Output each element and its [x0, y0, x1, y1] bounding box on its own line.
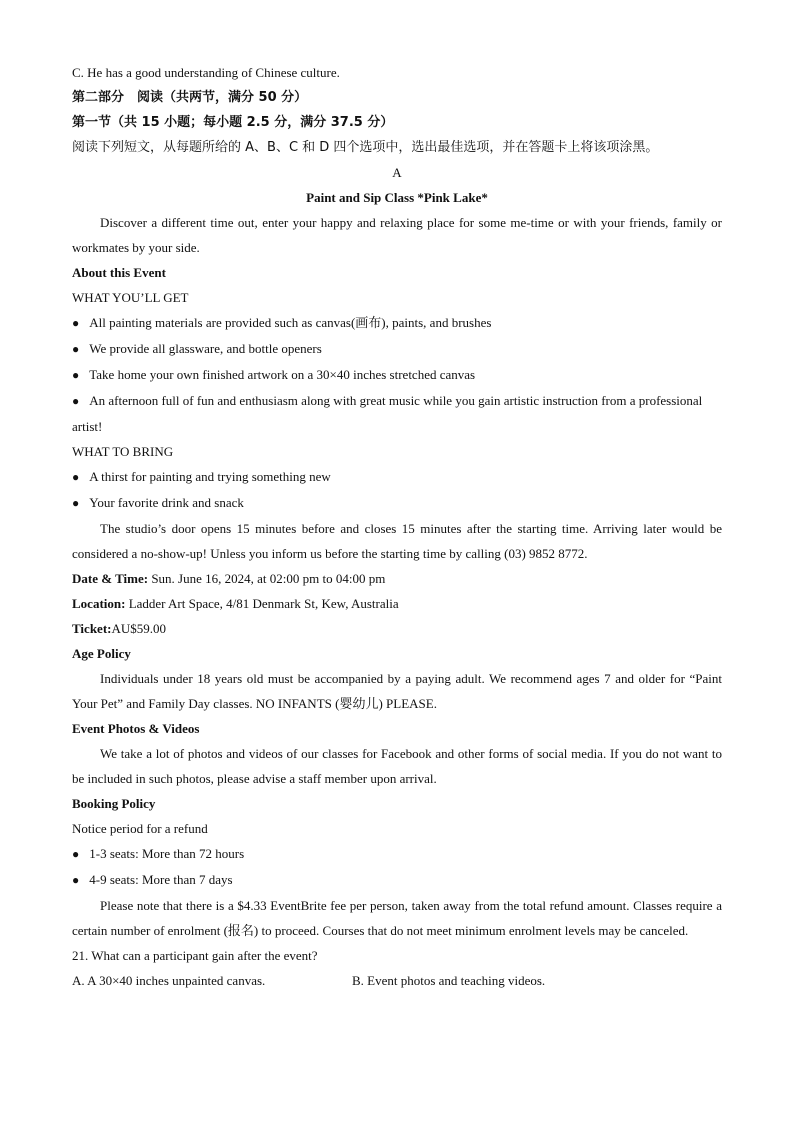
fee-text: Please note that there is a $4.33 EventBrite fee per person, taken away from the total refund amount. Classes require a certain number of enrolment (报名) to proceed. Courses that do not meet minimum enrolment levels may be canceled. [72, 898, 722, 938]
photos-text: We take a lot of photos and videos of our classes for Facebook and other forms of social media. If you do not want to be included in such photos, please advise a staff member upon arrival. [72, 746, 722, 786]
question-options [72, 968, 722, 993]
age-text: Individuals under 18 years old must be accompanied by a paying adult. We recommend ages 7 and older for “Paint Your Pet” and Family Day classes. NO INFANTS (婴幼儿) PLEASE. [72, 671, 722, 711]
date-time-row [72, 566, 722, 591]
booking-heading: Booking Policy [72, 796, 156, 811]
passage-intro: Discover a different time out, enter your happy and relaxing place for some me-time or with your friends, family or workmates by your side. [72, 215, 722, 255]
list-item: ● We provide all glassware, and bottle openers [72, 336, 722, 362]
question-stem: 21. What can a participant gain after the event? [72, 948, 318, 963]
notice-text: Notice period for a refund [72, 821, 208, 836]
list-item: ● An afternoon full of fun and enthusiasm along with great music while you gain artistic instruction from a professional artist! [72, 388, 722, 439]
passage-title: Paint and Sip Class *Pink Lake* [306, 190, 488, 205]
passage-letter: A [392, 165, 402, 180]
age-heading: Age Policy [72, 646, 131, 661]
list-item: ● 4-9 seats: More than 7 days [72, 867, 722, 893]
ticket-value: AU$59.00 [111, 621, 167, 636]
location-label: Location: [72, 596, 126, 611]
list-item: ● All painting materials are provided such as canvas(画布), paints, and brushes [72, 310, 722, 336]
list-item: ● A thirst for painting and trying something new [72, 464, 722, 490]
door-policy: The studio’s door opens 15 minutes before and closes 15 minutes after the starting time. Arriving later would be considered a no-show-up! Unless you inform us before the starting time by calling (03) 9852 8772. [72, 521, 722, 561]
get-heading: WHAT YOU’LL GET [72, 290, 189, 305]
photos-heading: Event Photos & Videos [72, 721, 200, 736]
exam-page [72, 60, 722, 993]
location-row [72, 591, 722, 616]
part-heading: 第二部分 阅读（共两节，满分 50 分） [72, 90, 308, 105]
instructions: 阅读下列短文，从每题所给的 A、B、C 和 D 四个选项中，选出最佳选项，并在答题卡上将该项涂黑。 [72, 140, 659, 155]
about-heading: About this Event [72, 265, 166, 280]
date-value: Sun. June 16, 2024, at 02:00 pm to 04:00 pm [151, 571, 386, 586]
previous-question-option: C. He has a good understanding of Chinese culture. [72, 65, 340, 80]
ticket-label: Ticket: [72, 621, 112, 636]
date-label: Date & Time: [72, 571, 149, 586]
subsection-heading: 第一节（共 15 小题；每小题 2.5 分，满分 37.5 分） [72, 115, 394, 130]
list-item: ● 1-3 seats: More than 72 hours [72, 841, 722, 867]
bring-heading: WHAT TO BRING [72, 444, 174, 459]
list-item: ● Take home your own finished artwork on a 30×40 inches stretched canvas [72, 362, 722, 388]
ticket-row [72, 616, 722, 641]
list-item: ● Your favorite drink and snack [72, 490, 722, 516]
option-b: B. Event photos and teaching videos. [352, 973, 546, 988]
option-a: A. A 30×40 inches unpainted canvas. [72, 973, 266, 988]
location-value: Ladder Art Space, 4/81 Denmark St, Kew, Australia [128, 596, 399, 611]
